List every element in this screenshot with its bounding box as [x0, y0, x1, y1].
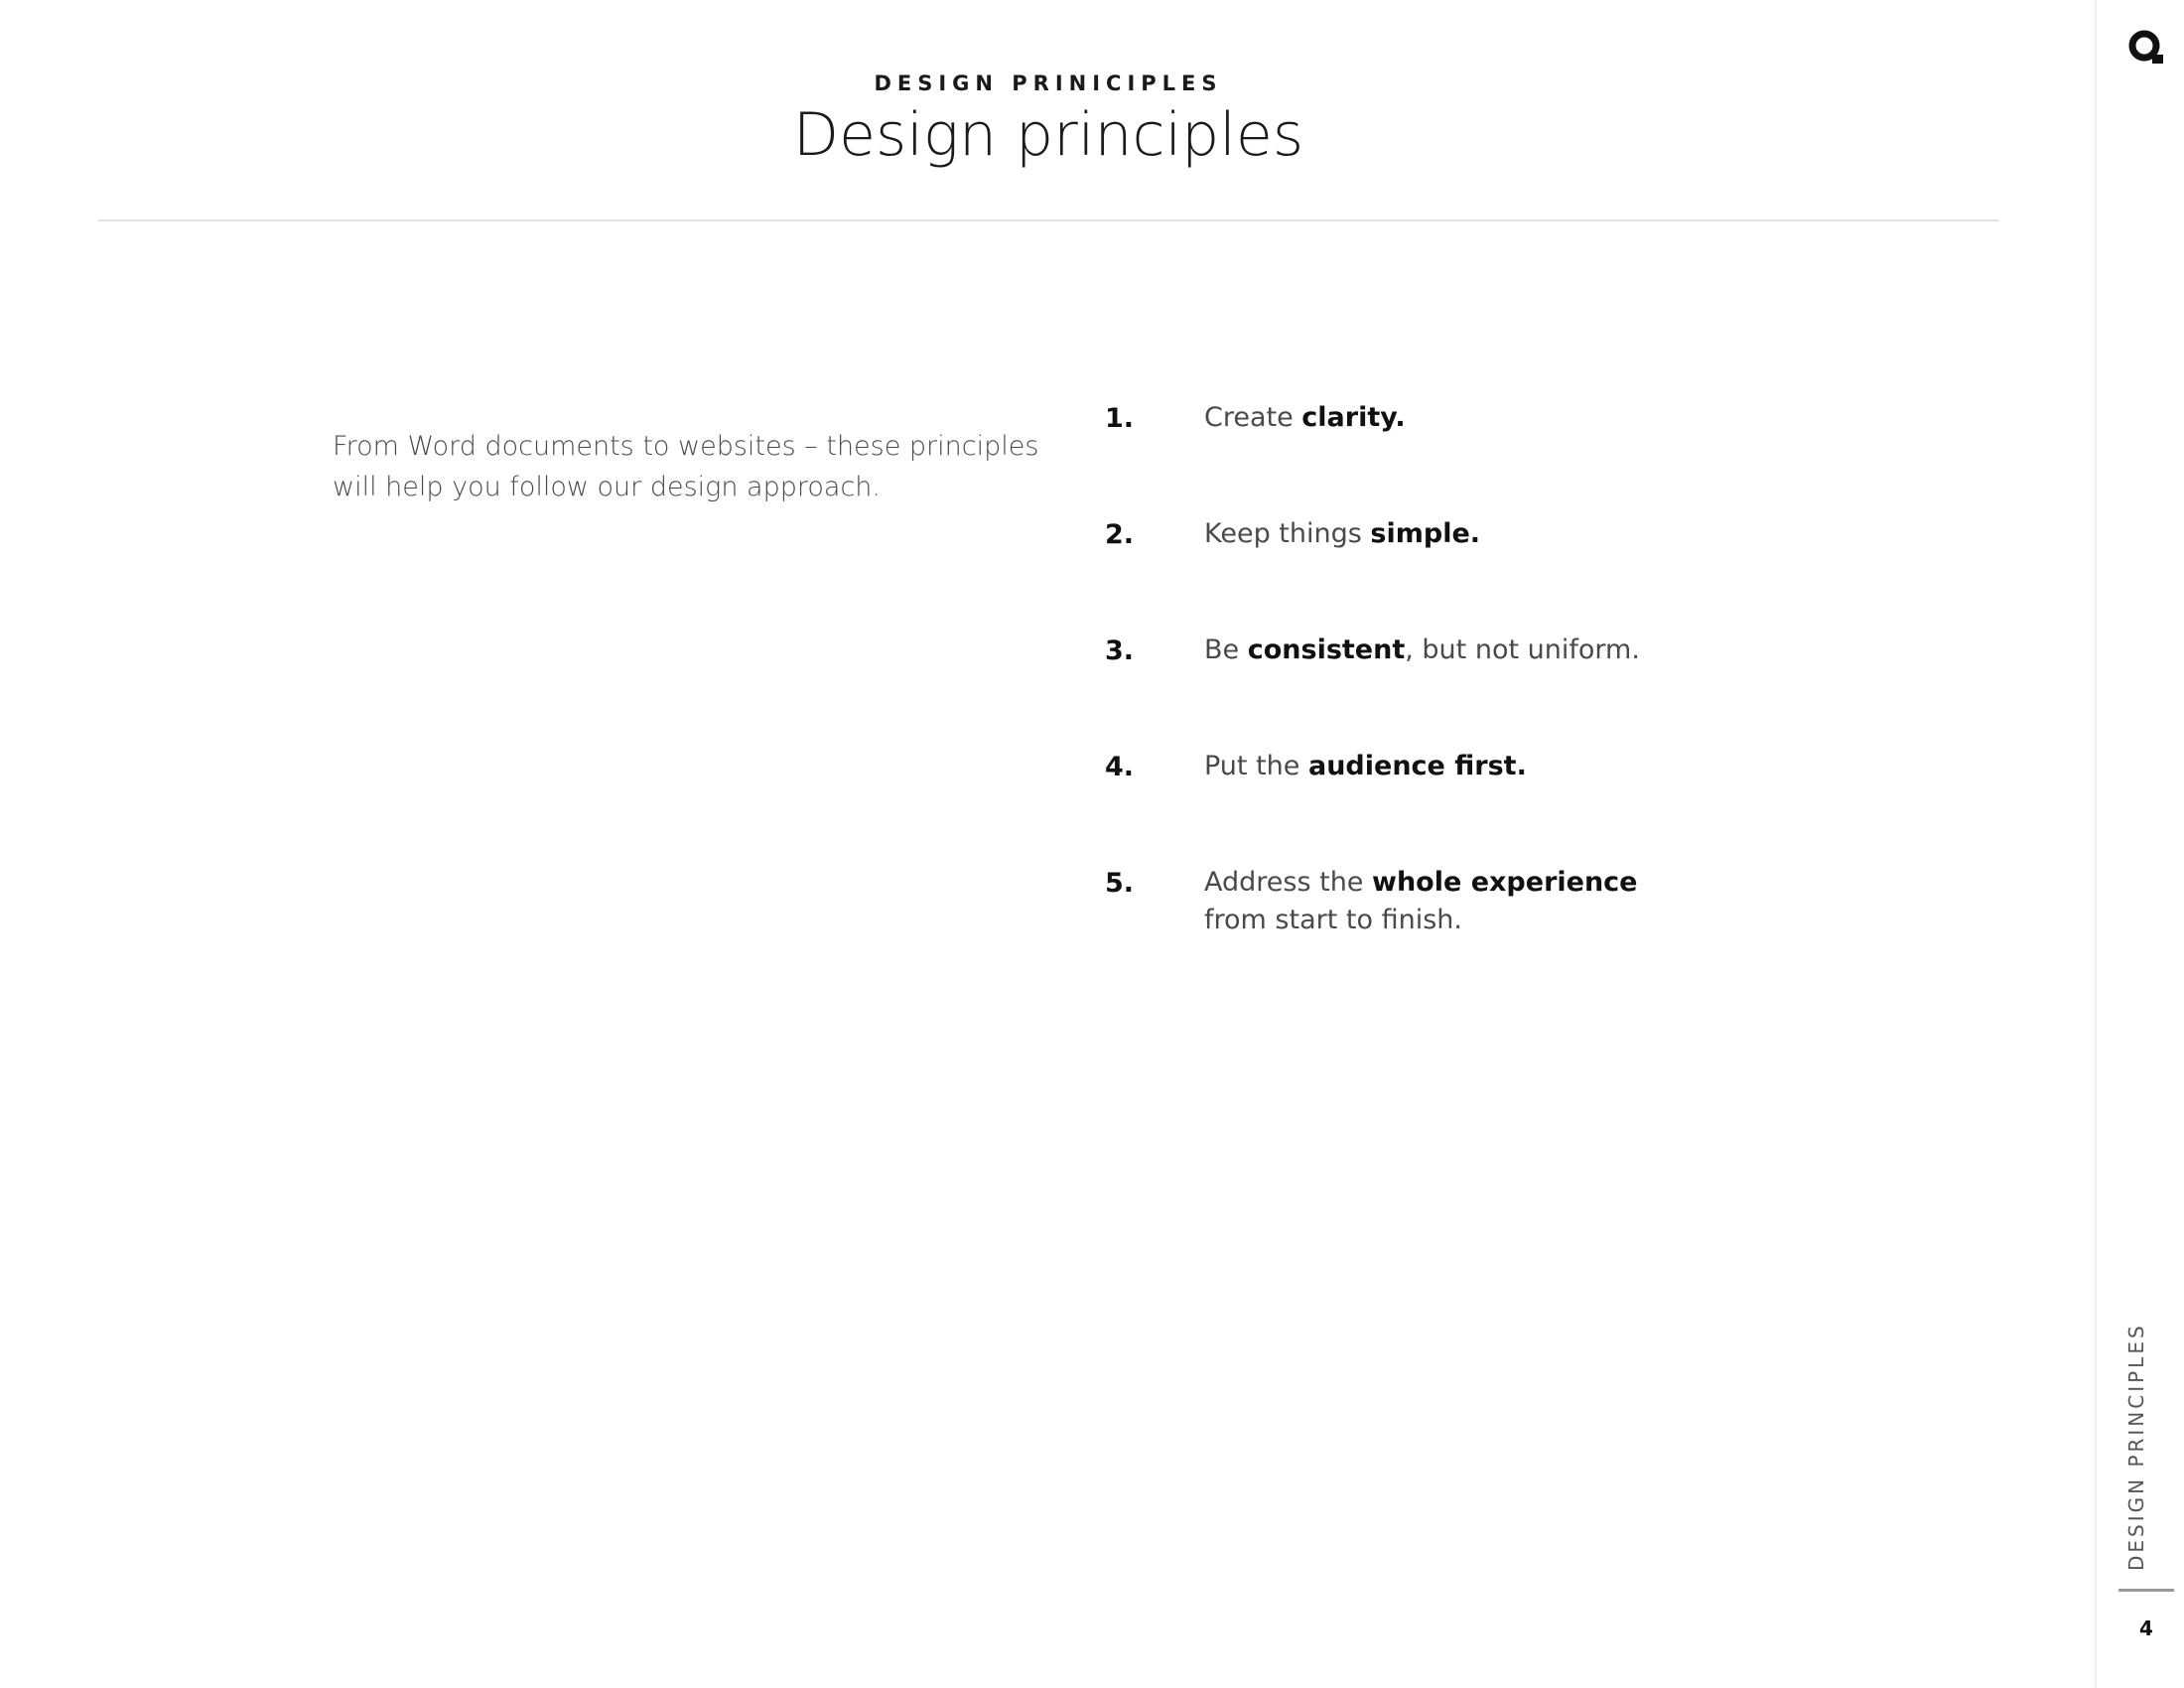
page-title: Design principles — [792, 100, 1304, 170]
principle-text: Address the whole experience from start to finish. — [1204, 867, 1638, 935]
principle-number: 5. — [1105, 868, 1135, 899]
principle-emphasis: audience first. — [1307, 751, 1527, 781]
sidebar-rule — [2118, 1589, 2174, 1592]
principle-number: 2. — [1105, 519, 1135, 550]
principle-item-2 — [1105, 515, 1899, 632]
principle-emphasis: clarity. — [1301, 402, 1406, 433]
sidebar-divider — [2095, 0, 2097, 1688]
principle-text: Put the audience first. — [1204, 751, 1527, 781]
principle-emphasis: whole experience — [1372, 867, 1638, 898]
principle-item-4 — [1105, 748, 1899, 864]
q-logo-icon — [2126, 28, 2166, 68]
principle-item-5 — [1105, 864, 1899, 980]
principle-text: Be consistent, but not uniform. — [1204, 634, 1640, 665]
principle-number: 4. — [1105, 752, 1135, 782]
principle-emphasis: consistent — [1247, 634, 1406, 665]
principle-number: 1. — [1105, 403, 1135, 434]
principle-text: Create clarity. — [1204, 402, 1406, 433]
page-number: 4 — [2139, 1617, 2153, 1640]
principle-item-1 — [1105, 399, 1899, 515]
principle-number: 3. — [1105, 635, 1135, 666]
intro-text: From Word documents to websites – these principles will help you follow our design approach. — [333, 431, 1039, 502]
principles-list — [1105, 399, 1899, 980]
principle-emphasis: simple. — [1370, 518, 1481, 549]
section-eyebrow: DESIGN PRINICIPLES — [874, 71, 1223, 95]
principle-text: Keep things simple. — [1204, 518, 1481, 549]
header-divider — [98, 219, 1999, 221]
principle-item-3 — [1105, 632, 1899, 748]
sidebar-section-label: DESIGN PRINCIPLES — [2124, 1323, 2148, 1571]
